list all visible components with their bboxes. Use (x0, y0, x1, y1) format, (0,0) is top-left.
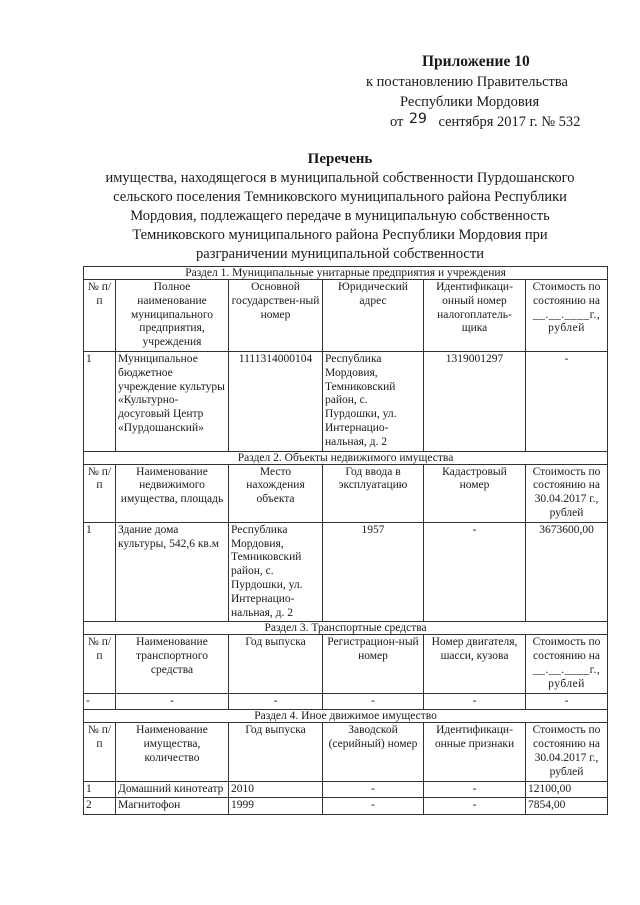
col-header: Юридический адрес (323, 280, 424, 352)
col-header: Кадастровый номер (424, 464, 526, 522)
list-title-line: Мордовия, подлежащего передаче в муниципальную собственность (130, 208, 550, 224)
ident-features: - (424, 781, 526, 798)
col-header: № п/п (84, 635, 116, 693)
table-row (84, 522, 608, 622)
release-year: 1999 (229, 798, 323, 815)
empty-cell: - (116, 693, 229, 710)
col-header-cost-date: __.__.____г., рублей (532, 308, 601, 335)
col-header: Наименование имущества, количество (116, 723, 229, 781)
empty-cell: - (323, 693, 424, 710)
col-header: Наименование транспортного средства (116, 635, 229, 693)
section-4-title: Раздел 4. Иное движимое имущество (84, 710, 608, 723)
item-name: Домашний кинотеатр (116, 781, 229, 798)
list-title-block (40, 150, 640, 264)
col-header: № п/п (84, 464, 116, 522)
col-header: Стоимость по состоянию на 30.04.2017 г., рублей (526, 464, 608, 522)
col-header-cost-top: Стоимость по состоянию на (532, 636, 601, 663)
col-header: Регистрацион-ный номер (323, 635, 424, 693)
col-header: Номер двигателя, шасси, кузова (424, 635, 526, 693)
table-row (84, 351, 608, 451)
col-header: Год выпуска (229, 635, 323, 693)
inn: 1319001297 (424, 351, 526, 451)
empty-cell: - (229, 693, 323, 710)
appendix-date-rest: сентября 2017 г. № 532 (438, 114, 581, 130)
appendix-title: Приложение 10 (422, 53, 530, 70)
col-header-cost (526, 635, 608, 693)
appendix-date-line (340, 112, 640, 132)
empty-cell: - (526, 693, 608, 710)
empty-cell: - (424, 693, 526, 710)
property-name: Здание дома культуры, 542,6 кв.м (116, 522, 229, 622)
ogrn: 1111314000104 (229, 351, 323, 451)
cost: - (526, 351, 608, 451)
ident-features: - (424, 798, 526, 815)
col-header: Идентификаци-онный номер налогоплатель-щика (424, 280, 526, 352)
table-row (84, 798, 608, 815)
cost: 12100,00 (526, 781, 608, 798)
release-year: 2010 (229, 781, 323, 798)
legal-address: Республика Мордовия, Темниковский район, с. Пурдошки, ул. Интернацио-нальная, д. 2 (323, 351, 424, 451)
section-3-header-row (84, 635, 608, 693)
section-3-title-row (84, 622, 608, 635)
list-title-line: имущества, находящегося в муниципальной собственности Пурдошанского (105, 170, 575, 186)
commission-year: 1957 (323, 522, 424, 622)
row-number: 1 (84, 522, 116, 622)
section-1-title-row (84, 267, 608, 280)
col-header: Стоимость по состоянию на 30.04.2017 г., рублей (526, 723, 608, 781)
appendix-line-2: к постановлению Правительства (366, 74, 568, 90)
col-header: Заводской (серийный) номер (323, 723, 424, 781)
serial-number: - (323, 781, 424, 798)
table-row (84, 781, 608, 798)
table-row (84, 693, 608, 710)
section-2-header-row (84, 464, 608, 522)
col-header: № п/п (84, 280, 116, 352)
col-header: Год ввода в эксплуатацию (323, 464, 424, 522)
serial-number: - (323, 798, 424, 815)
cadastral-number: - (424, 522, 526, 622)
col-header-cost (526, 280, 608, 352)
list-title-line: Темниковского муниципального района Республики Мордовия при (132, 227, 548, 243)
list-title-line: сельского поселения Темниковского муниципального района Республики (113, 189, 567, 205)
section-4-header-row (84, 723, 608, 781)
list-heading: Перечень (307, 151, 373, 167)
appendix-line-3: Республики Мордовия (400, 94, 540, 110)
col-header: Идентификаци-онные признаки (424, 723, 526, 781)
item-name: Магнитофон (116, 798, 229, 815)
empty-cell: - (84, 693, 116, 710)
col-header: Год выпуска (229, 723, 323, 781)
section-1-header-row (84, 280, 608, 352)
section-3-title: Раздел 3. Транспортные средства (84, 622, 608, 635)
section-1-title: Раздел 1. Муниципальные унитарные предприятия и учреждения (84, 267, 608, 280)
section-2-title: Раздел 2. Объекты недвижимого имущества (84, 451, 608, 464)
row-number: 1 (84, 351, 116, 451)
org-name: Муниципальное бюджетное учреждение культуры «Культурно-досуговый Центр «Пурдошанский» (116, 351, 229, 451)
cost: 3673600,00 (526, 522, 608, 622)
row-number: 1 (84, 781, 116, 798)
cost: 7854,00 (526, 798, 608, 815)
appendix-from-label: от (390, 114, 404, 130)
col-header-cost-date: __.__.____г., рублей (532, 663, 601, 690)
property-table (83, 266, 608, 815)
property-location: Республика Мордовия, Темниковский район, с. Пурдошки, ул. Интернацио-нальная, д. 2 (229, 522, 323, 622)
appendix-header (340, 52, 640, 132)
section-2-title-row (84, 451, 608, 464)
list-title-line: разграничении муниципальной собственности (196, 246, 484, 262)
col-header: Основной государствен-ный номер (229, 280, 323, 352)
col-header: № п/п (84, 723, 116, 781)
row-number: 2 (84, 798, 116, 815)
col-header: Место нахождения объекта (229, 464, 323, 522)
col-header: Наименование недвижимого имущества, площадь (116, 464, 229, 522)
col-header: Полное наименование муниципального предприятия, учреждения (116, 280, 229, 352)
col-header-cost-top: Стоимость по состоянию на (532, 281, 601, 307)
appendix-day-handwritten: 29 (409, 111, 427, 127)
section-4-title-row (84, 710, 608, 723)
